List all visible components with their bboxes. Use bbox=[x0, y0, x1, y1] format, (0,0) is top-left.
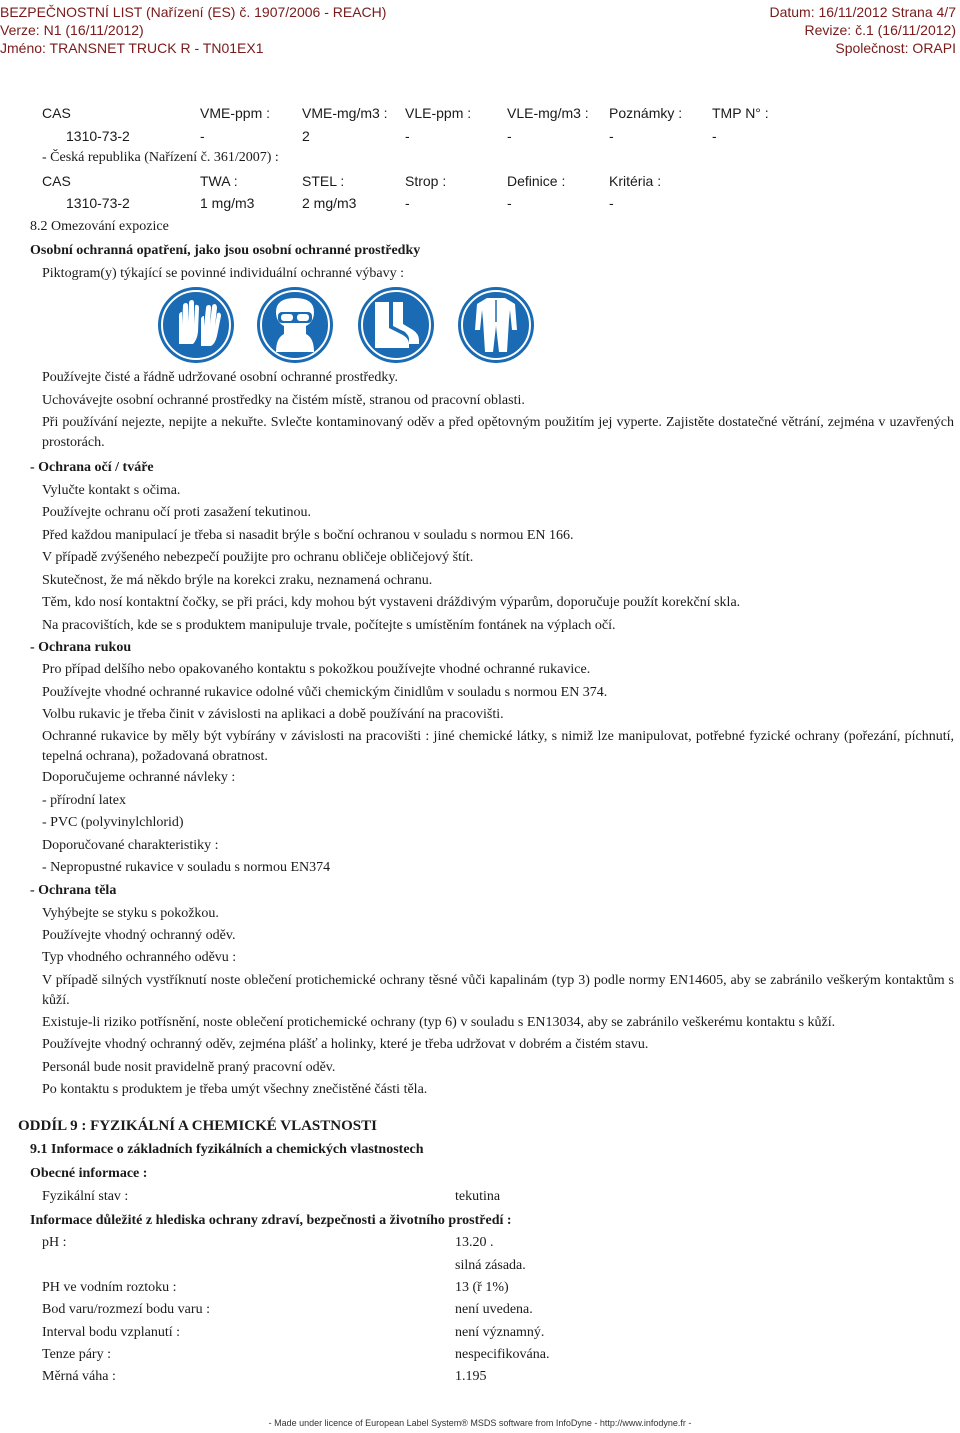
paragraph: V případě zvýšeného nebezpečí použijte pro ochranu obličeje obličejový štít. bbox=[42, 550, 474, 565]
property-value: není uvedena. bbox=[455, 1302, 533, 1317]
property-value: není významný. bbox=[455, 1325, 545, 1340]
paragraph: Používejte vhodné ochranné rukavice odolné vůči chemickým činidlům v souladu s normou EN 374. bbox=[42, 685, 608, 700]
table-header: VLE-ppm : bbox=[405, 105, 472, 121]
property-label: Interval bodu vzplanutí : bbox=[42, 1325, 181, 1340]
table-cell: 1310-73-2 bbox=[66, 195, 130, 211]
paragraph: V případě silných vystříknutí noste oblečení protichemické ochrany těsné vůči kapalinám (typ 3) podle normy EN14605, aby se zabránilo veškerým kontaktům s kůží. bbox=[42, 973, 954, 1008]
table-header: TMP N° : bbox=[712, 105, 769, 121]
coverall-icon bbox=[457, 286, 535, 364]
table-cell: - bbox=[609, 195, 614, 211]
paragraph: Při používání nejezte, nepijte a nekuřte. Svlečte kontaminovaný oděv a před opětovným použitím jej vyperte. Zajistěte dostatečné větrání, zejména v uzavřených prostorách. bbox=[42, 415, 954, 450]
table-cell: - bbox=[405, 195, 410, 211]
property-value: 1.195 bbox=[455, 1369, 487, 1384]
cz-regulation-label: - Česká republika (Nařízení č. 361/2007) : bbox=[42, 150, 279, 165]
paragraph: Personál bude nosit pravidelně praný pracovní oděv. bbox=[42, 1060, 336, 1075]
property-label: pH : bbox=[42, 1235, 67, 1250]
table-cell: 2 mg/m3 bbox=[302, 195, 357, 211]
table-header: VLE-mg/m3 : bbox=[507, 105, 589, 121]
property-label: PH ve vodním roztoku : bbox=[42, 1280, 177, 1295]
table-header: CAS bbox=[42, 173, 71, 189]
revision: Revize: č.1 (16/11/2012) bbox=[804, 22, 956, 38]
table-header: VME-mg/m3 : bbox=[302, 105, 388, 121]
table-cell: - bbox=[507, 128, 512, 144]
paragraph: Skutečnost, že má někdo brýle na korekci zraku, neznamená ochranu. bbox=[42, 573, 433, 588]
table-cell: 1 mg/m3 bbox=[200, 195, 255, 211]
paragraph: Volbu rukavic je třeba činit v závislosti na aplikaci a době používání na pracovišti. bbox=[42, 707, 504, 722]
list-item: - přírodní latex bbox=[42, 793, 126, 808]
paragraph: Vyhýbejte se styku s pokožkou. bbox=[42, 906, 219, 921]
paragraph: Těm, kdo nosí kontaktní čočky, se při práci, kdy mohou být vystaveni dráždivým výparům, doporučuje použít korekční skla. bbox=[42, 595, 741, 610]
page-header bbox=[0, 0, 960, 60]
paragraph: Existuje-li riziko potřísnění, noste oblečení protichemické ochrany (typ 6) v souladu s EN13034, aby se zabránilo veškerému kontaktu s kůží. bbox=[42, 1015, 836, 1030]
table-header: VME-ppm : bbox=[200, 105, 271, 121]
section-9-title: ODDÍL 9 : FYZIKÁLNÍ A CHEMICKÉ VLASTNOSTI bbox=[18, 1118, 377, 1134]
table-header: CAS bbox=[42, 105, 71, 121]
property-value: tekutina bbox=[455, 1189, 501, 1204]
paragraph: Po kontaktu s produktem je třeba umýt všechny znečistěné části těla. bbox=[42, 1082, 428, 1097]
table-header: Strop : bbox=[405, 173, 447, 189]
health-info-heading: Informace důležité z hlediska ochrany zdraví, bezpečnosti a životního prostředí : bbox=[30, 1213, 512, 1228]
pictogram-label: Piktogram(y) týkající se povinné individuální ochranné výbavy : bbox=[42, 266, 404, 281]
table-cell: - bbox=[507, 195, 512, 211]
paragraph: Doporučované charakteristiky : bbox=[42, 838, 219, 853]
list-item: - PVC (polyvinylchlorid) bbox=[42, 815, 184, 830]
section-subheading: Osobní ochranná opatření, jako jsou osobní ochranné prostředky bbox=[30, 243, 421, 258]
property-label: Bod varu/rozmezí bodu varu : bbox=[42, 1302, 210, 1317]
property-value: nespecifikována. bbox=[455, 1347, 550, 1362]
table-header: Definice : bbox=[507, 173, 566, 189]
table-header: Kritéria : bbox=[609, 173, 662, 189]
table-cell: 2 bbox=[302, 128, 310, 144]
table-header: TWA : bbox=[200, 173, 238, 189]
paragraph: Používejte čisté a řádně udržované osobní ochranné prostředky. bbox=[42, 370, 398, 385]
paragraph: Používejte vhodný ochranný oděv, zejména plášť a holinky, které je třeba udržovat v dobrém a čistém stavu. bbox=[42, 1037, 649, 1052]
table-header: Poznámky : bbox=[609, 105, 683, 121]
table-cell: 1310-73-2 bbox=[66, 128, 130, 144]
boots-icon bbox=[357, 286, 435, 364]
section-heading: 8.2 Omezování expozice bbox=[30, 219, 169, 234]
general-info-heading: Obecné informace : bbox=[30, 1166, 148, 1181]
table-header: STEL : bbox=[302, 173, 345, 189]
property-value: silná zásada. bbox=[455, 1258, 526, 1273]
paragraph: Typ vhodného ochranného oděvu : bbox=[42, 950, 237, 965]
version: Verze: N1 (16/11/2012) bbox=[0, 22, 144, 38]
page-footer: - Made under licence of European Label System® MSDS software from InfoDyne - http://www.infodyne.fr - bbox=[268, 1418, 692, 1428]
paragraph: Doporučujeme ochranné návleky : bbox=[42, 770, 236, 785]
property-label: Tenze páry : bbox=[42, 1347, 111, 1362]
list-item: - Nepropustné rukavice v souladu s normou EN374 bbox=[42, 860, 331, 875]
paragraph: Vylučte kontakt s očima. bbox=[42, 483, 181, 498]
paragraph: Uchovávejte osobní ochranné prostředky na čistém místě, stranou od pracovní oblasti. bbox=[42, 393, 525, 408]
body-protection-heading: - Ochrana těla bbox=[30, 883, 117, 898]
property-label: Fyzikální stav : bbox=[42, 1189, 129, 1204]
gloves-icon bbox=[157, 286, 235, 364]
paragraph: Pro případ delšího nebo opakovaného kontaktu s pokožkou používejte vhodné ochranné rukavice. bbox=[42, 662, 591, 677]
goggles-icon bbox=[256, 286, 334, 364]
table-cell: - bbox=[609, 128, 614, 144]
eye-protection-heading: - Ochrana očí / tváře bbox=[30, 460, 154, 475]
company: Společnost: ORAPI bbox=[835, 40, 956, 56]
table-cell: - bbox=[712, 128, 717, 144]
table-cell: - bbox=[200, 128, 205, 144]
property-value: 13 (ř 1%) bbox=[455, 1280, 509, 1295]
paragraph: Používejte vhodný ochranný oděv. bbox=[42, 928, 236, 943]
doc-title: BEZPEČNOSTNÍ LIST (Nařízení (ES) č. 1907/2006 - REACH) bbox=[0, 4, 387, 20]
property-label: Měrná váha : bbox=[42, 1369, 116, 1384]
paragraph: Na pracovištích, kde se s produktem manipuluje trvale, počítejte s umístěním fontánek na výplach očí. bbox=[42, 618, 616, 633]
date-page: Datum: 16/11/2012 Strana 4/7 bbox=[769, 4, 956, 20]
table-cell: - bbox=[405, 128, 410, 144]
paragraph: Před každou manipulací je třeba si nasadit brýle s boční ochranou v souladu s normou EN 166. bbox=[42, 528, 574, 543]
paragraph: Používejte ochranu očí proti zasažení tekutinou. bbox=[42, 505, 312, 520]
section-9-1-title: 9.1 Informace o základních fyzikálních a chemických vlastnostech bbox=[30, 1142, 424, 1157]
property-value: 13.20 . bbox=[455, 1235, 494, 1250]
paragraph: Ochranné rukavice by měly být vybírány v závislosti na pracovišti : jiné chemické látky, s nimiž lze manipulovat, potřebné fyzické ochrany (pořezání, píchnutí, tepelná ochrana), požadovaná obratnost. bbox=[42, 729, 954, 764]
product-name: Jméno: TRANSNET TRUCK R - TN01EX1 bbox=[0, 40, 264, 56]
hand-protection-heading: - Ochrana rukou bbox=[30, 640, 132, 655]
